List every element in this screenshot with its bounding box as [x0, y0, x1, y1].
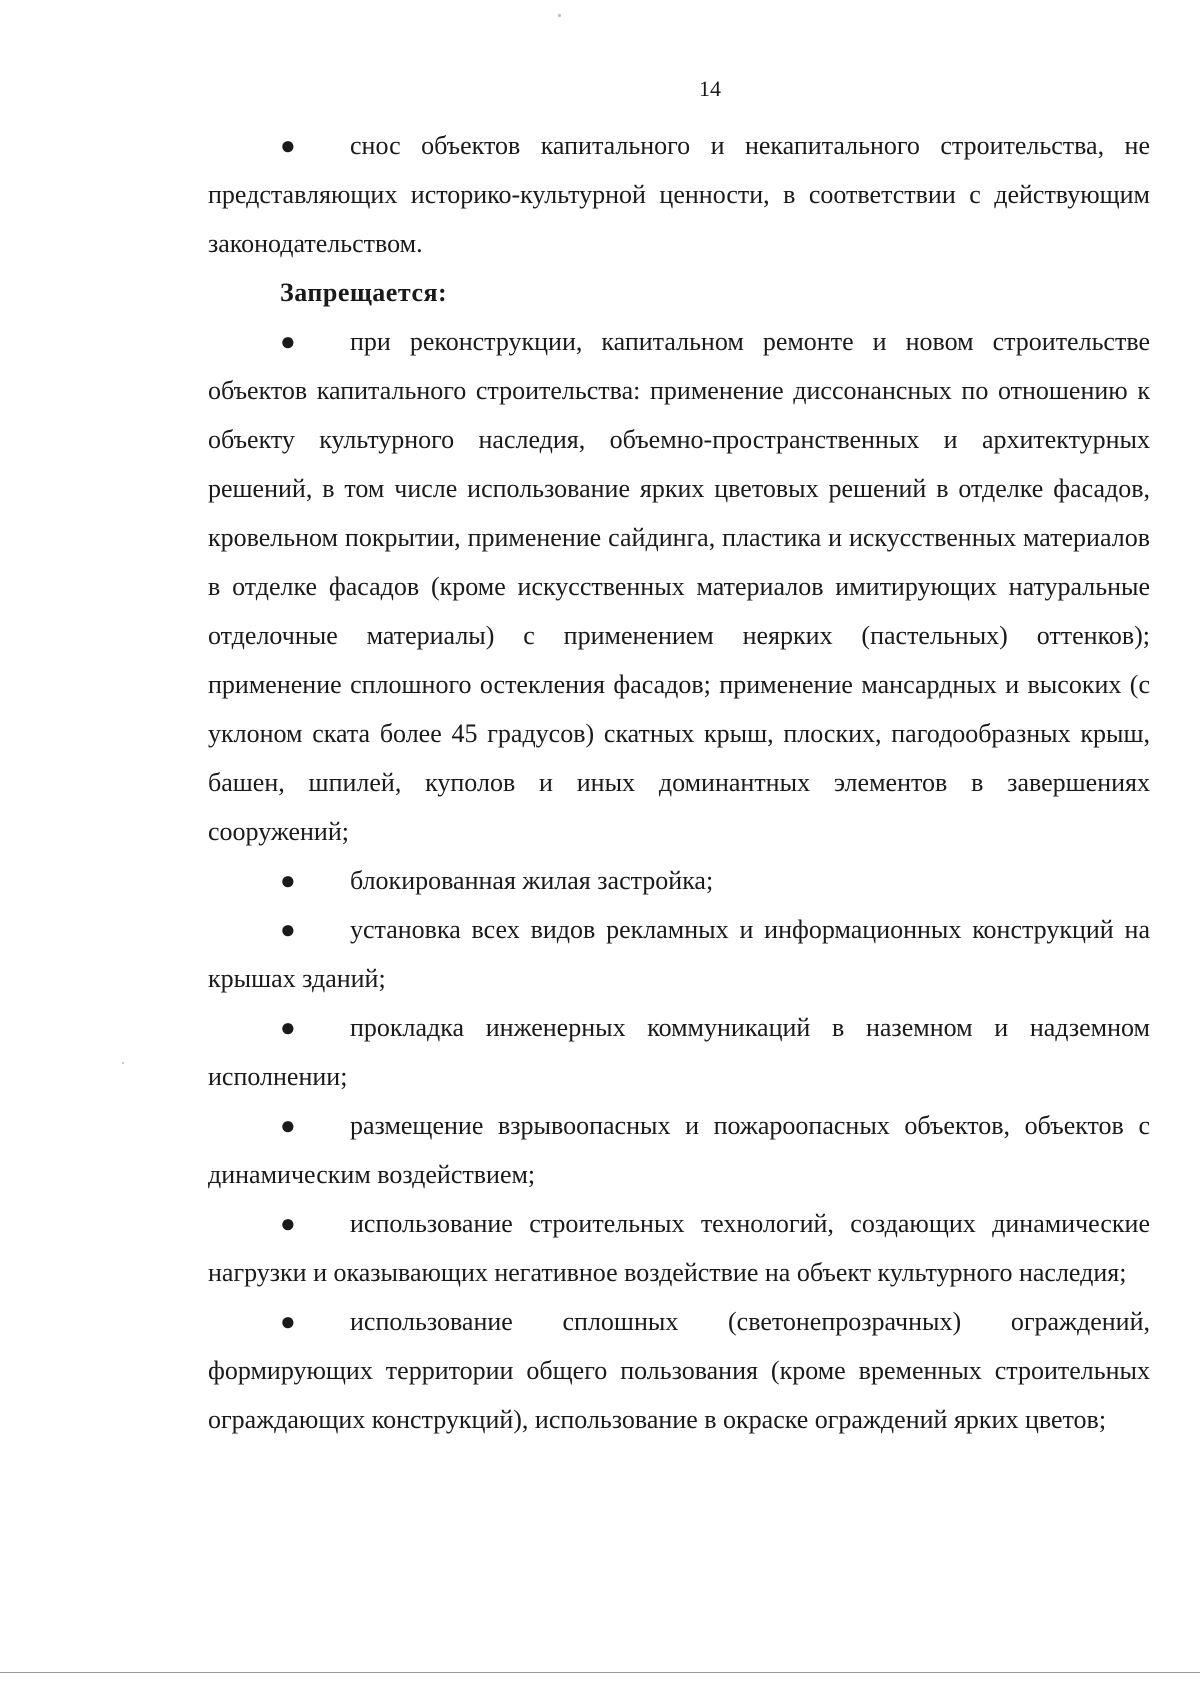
bullet-icon: ● — [280, 131, 296, 160]
list-item — [208, 905, 1150, 1003]
list-item — [208, 1101, 1150, 1199]
bullet-icon: ● — [280, 915, 296, 944]
bullet-icon: ● — [280, 1111, 296, 1140]
document-body — [208, 121, 1150, 1444]
scan-speck — [558, 14, 561, 17]
list-item — [208, 1003, 1150, 1101]
page-number: 14 — [699, 76, 721, 101]
bullet-icon: ● — [280, 1307, 296, 1336]
list-item-text: размещение взрывоопасных и пожароопасных объектов, объектов с динамическим воздействием; — [208, 1111, 1150, 1189]
list-item — [208, 1199, 1150, 1297]
list-item — [208, 856, 1150, 905]
list-item-text: при реконструкции, капитальном ремонте и новом строительстве объектов капитального строительства: применение диссонансных по отношению к объекту культурного наследия, объемно-пространственных и архитектурных решений, в том числе использование ярких цветовых решений в отделке фасадов, кровельном покрытии, применение сайдинга, пластика и искусственных материалов в отделке фасадов (кроме искусственных материалов имитирующих натуральные отделочные материалы) с применением неярких (пастельных) оттенков); применение сплошного остекления фасадов; применение мансардных и высоких (с уклоном ската более 45 градусов) скатных крыш, плоских, пагодообразных крыш, башен, шпилей, куполов и иных доминантных элементов в завершениях сооружений; — [208, 327, 1150, 846]
list-item-text: блокированная жилая застройка; — [350, 866, 714, 895]
list-item-text: использование строительных технологий, создающих динамические нагрузки и оказывающих негативное воздействие на объект культурного наследия; — [208, 1209, 1150, 1287]
list-item — [208, 317, 1150, 856]
list-item — [208, 121, 1150, 268]
bullet-icon: ● — [280, 327, 296, 356]
page-bottom-rule — [0, 1672, 1200, 1673]
scan-speck — [122, 1062, 124, 1064]
list-item-text: установка всех видов рекламных и информационных конструкций на крышах зданий; — [208, 915, 1150, 993]
list-item-text: прокладка инженерных коммуникаций в наземном и надземном исполнении; — [208, 1013, 1150, 1091]
list-item — [208, 1297, 1150, 1444]
list-item-text: использование сплошных (светонепрозрачных) ограждений, формирующих территории общего пользования (кроме временных строительных ограждающих конструкций), использование в окраске ограждений ярких цветов; — [208, 1307, 1150, 1434]
list-item-text: снос объектов капитального и некапитального строительства, не представляющих историко-культурной ценности, в соответствии с действующим законодательством. — [208, 131, 1150, 258]
bullet-icon: ● — [280, 1209, 296, 1238]
bullet-icon: ● — [280, 866, 296, 895]
section-heading: Запрещается: — [280, 278, 448, 307]
bullet-icon: ● — [280, 1013, 296, 1042]
